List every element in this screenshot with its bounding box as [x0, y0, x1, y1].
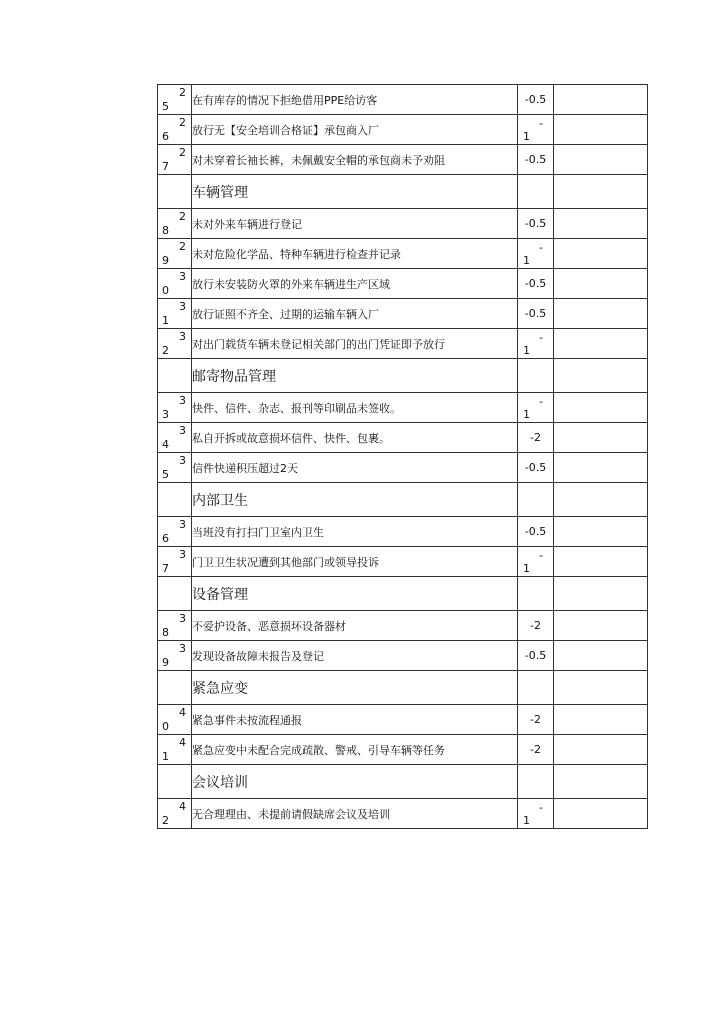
section-num-cell: [158, 359, 192, 393]
table-row: [158, 239, 648, 269]
item-number-units: 2: [162, 344, 169, 357]
item-number-tens: 2: [179, 86, 186, 99]
score-sign: -: [539, 241, 543, 254]
table-row: [158, 423, 648, 453]
item-description: 紧急应变中未配合完成疏散、警戒、引导车辆等任务: [192, 735, 518, 765]
section-num-cell: [158, 765, 192, 799]
penalty-table: [157, 84, 648, 829]
table-row: [158, 85, 648, 115]
item-number-cell: [158, 735, 192, 765]
section-header-row: [158, 359, 648, 393]
remarks-cell: [554, 209, 648, 239]
score-cell: -2: [518, 705, 554, 735]
item-description: 紧急事件未按流程通报: [192, 705, 518, 735]
item-number-units: 0: [162, 284, 169, 297]
item-number-units: 8: [162, 626, 169, 639]
score-cell: -0.5: [518, 209, 554, 239]
item-number-units: 6: [162, 130, 169, 143]
table-row: [158, 209, 648, 239]
item-number-cell: [158, 547, 192, 577]
item-number-cell: [158, 453, 192, 483]
item-description: 对未穿着长袖长裤，未佩戴安全帽的承包商未予劝阻: [192, 145, 518, 175]
table-row: [158, 547, 648, 577]
section-score-cell: [518, 577, 554, 611]
score-cell: [518, 547, 554, 577]
remarks-cell: [554, 611, 648, 641]
item-number-cell: [158, 611, 192, 641]
section-num-cell: [158, 671, 192, 705]
item-number-tens: 3: [179, 518, 186, 531]
score-sign: -: [539, 801, 543, 814]
item-number-tens: 3: [179, 612, 186, 625]
score-sign: -: [539, 117, 543, 130]
item-description: 私自开拆或故意损坏信件、快件、包裹。: [192, 423, 518, 453]
item-number-tens: 3: [179, 454, 186, 467]
table-row: [158, 329, 648, 359]
item-number-tens: 3: [179, 330, 186, 343]
score-cell: -0.5: [518, 145, 554, 175]
score-cell: [518, 239, 554, 269]
item-number-cell: [158, 799, 192, 829]
remarks-cell: [554, 329, 648, 359]
score-cell: -0.5: [518, 641, 554, 671]
section-num-cell: [158, 577, 192, 611]
remarks-cell: [554, 735, 648, 765]
remarks-cell: [554, 145, 648, 175]
score-cell: [518, 393, 554, 423]
item-number-units: 6: [162, 532, 169, 545]
table-row: [158, 799, 648, 829]
section-title: 车辆管理: [192, 175, 518, 209]
section-blank-cell: [554, 359, 648, 393]
table-row: [158, 611, 648, 641]
section-blank-cell: [554, 671, 648, 705]
item-description: 不爱护设备、恶意损坏设备器材: [192, 611, 518, 641]
item-description: 无合理理由、未提前请假缺席会议及培训: [192, 799, 518, 829]
remarks-cell: [554, 641, 648, 671]
item-number-cell: [158, 299, 192, 329]
remarks-cell: [554, 239, 648, 269]
item-number-cell: [158, 423, 192, 453]
section-num-cell: [158, 175, 192, 209]
item-number-units: 5: [162, 468, 169, 481]
item-number-units: 4: [162, 438, 169, 451]
remarks-cell: [554, 299, 648, 329]
score-cell: -2: [518, 735, 554, 765]
item-description: 未对外来车辆进行登记: [192, 209, 518, 239]
item-number-cell: [158, 393, 192, 423]
item-description: 在有库存的情况下拒绝借用PPE给访客: [192, 85, 518, 115]
score-cell: -0.5: [518, 299, 554, 329]
remarks-cell: [554, 85, 648, 115]
table-row: [158, 115, 648, 145]
remarks-cell: [554, 799, 648, 829]
item-description: 信件快递积压超过2天: [192, 453, 518, 483]
section-title: 紧急应变: [192, 671, 518, 705]
table-row: [158, 393, 648, 423]
table-row: [158, 453, 648, 483]
item-number-cell: [158, 517, 192, 547]
item-number-tens: 3: [179, 300, 186, 313]
item-description: 放行未安装防火罩的外来车辆进生产区域: [192, 269, 518, 299]
item-number-units: 7: [162, 562, 169, 575]
item-number-units: 9: [162, 254, 169, 267]
item-number-cell: [158, 145, 192, 175]
item-number-tens: 3: [179, 642, 186, 655]
score-cell: -0.5: [518, 269, 554, 299]
item-number-cell: [158, 239, 192, 269]
penalty-table-body: [158, 85, 648, 829]
score-cell: -2: [518, 423, 554, 453]
score-cell: -0.5: [518, 453, 554, 483]
item-number-cell: [158, 269, 192, 299]
remarks-cell: [554, 393, 648, 423]
section-blank-cell: [554, 175, 648, 209]
item-number-tens: 4: [179, 800, 186, 813]
section-blank-cell: [554, 765, 648, 799]
score-sign: -: [539, 395, 543, 408]
item-number-cell: [158, 115, 192, 145]
item-description: 发现设备故障未报告及登记: [192, 641, 518, 671]
item-description: 未对危险化学品、特种车辆进行检查并记录: [192, 239, 518, 269]
item-number-tens: 2: [179, 116, 186, 129]
section-blank-cell: [554, 577, 648, 611]
item-number-units: 5: [162, 100, 169, 113]
table-row: [158, 705, 648, 735]
section-header-row: [158, 577, 648, 611]
item-number-units: 1: [162, 750, 169, 763]
section-title: 邮寄物品管理: [192, 359, 518, 393]
score-value: 1: [523, 344, 530, 357]
item-description: 快件、信件、杂志、报刊等印刷品未签收。: [192, 393, 518, 423]
table-row: [158, 299, 648, 329]
remarks-cell: [554, 423, 648, 453]
item-number-units: 1: [162, 314, 169, 327]
score-cell: [518, 329, 554, 359]
table-row: [158, 269, 648, 299]
item-number-tens: 3: [179, 270, 186, 283]
item-number-tens: 3: [179, 548, 186, 561]
remarks-cell: [554, 453, 648, 483]
item-number-tens: 3: [179, 394, 186, 407]
item-number-units: 3: [162, 408, 169, 421]
section-header-row: [158, 765, 648, 799]
score-value: 1: [523, 814, 530, 827]
item-number-cell: [158, 85, 192, 115]
section-header-row: [158, 175, 648, 209]
item-number-units: 9: [162, 656, 169, 669]
section-num-cell: [158, 483, 192, 517]
remarks-cell: [554, 705, 648, 735]
item-number-tens: 4: [179, 736, 186, 749]
item-description: 当班没有打扫门卫室内卫生: [192, 517, 518, 547]
section-score-cell: [518, 359, 554, 393]
table-row: [158, 735, 648, 765]
item-number-tens: 2: [179, 240, 186, 253]
section-score-cell: [518, 483, 554, 517]
remarks-cell: [554, 269, 648, 299]
item-number-cell: [158, 209, 192, 239]
remarks-cell: [554, 547, 648, 577]
score-cell: [518, 115, 554, 145]
section-blank-cell: [554, 483, 648, 517]
score-value: 1: [523, 254, 530, 267]
score-sign: -: [539, 331, 543, 344]
item-description: 门卫卫生状况遭到其他部门或领导投诉: [192, 547, 518, 577]
table-row: [158, 145, 648, 175]
score-value: 1: [523, 130, 530, 143]
section-title: 会议培训: [192, 765, 518, 799]
section-score-cell: [518, 175, 554, 209]
score-sign: -: [539, 549, 543, 562]
score-value: 1: [523, 408, 530, 421]
item-number-tens: 4: [179, 706, 186, 719]
item-number-tens: 2: [179, 146, 186, 159]
section-header-row: [158, 483, 648, 517]
score-cell: -0.5: [518, 517, 554, 547]
remarks-cell: [554, 517, 648, 547]
item-number-units: 7: [162, 160, 169, 173]
item-number-tens: 3: [179, 424, 186, 437]
score-cell: [518, 799, 554, 829]
score-value: 1: [523, 562, 530, 575]
item-number-units: 2: [162, 814, 169, 827]
section-header-row: [158, 671, 648, 705]
score-cell: -2: [518, 611, 554, 641]
item-number-cell: [158, 329, 192, 359]
section-title: 设备管理: [192, 577, 518, 611]
item-description: 对出门载货车辆未登记相关部门的出门凭证即予放行: [192, 329, 518, 359]
item-number-cell: [158, 705, 192, 735]
section-score-cell: [518, 671, 554, 705]
item-number-tens: 2: [179, 210, 186, 223]
table-row: [158, 641, 648, 671]
score-cell: -0.5: [518, 85, 554, 115]
item-number-units: 0: [162, 720, 169, 733]
section-title: 内部卫生: [192, 483, 518, 517]
table-row: [158, 517, 648, 547]
remarks-cell: [554, 115, 648, 145]
item-description: 放行证照不齐全、过期的运输车辆入厂: [192, 299, 518, 329]
item-number-cell: [158, 641, 192, 671]
section-score-cell: [518, 765, 554, 799]
item-number-units: 8: [162, 224, 169, 237]
item-description: 放行无【安全培训合格证】承包商入厂: [192, 115, 518, 145]
